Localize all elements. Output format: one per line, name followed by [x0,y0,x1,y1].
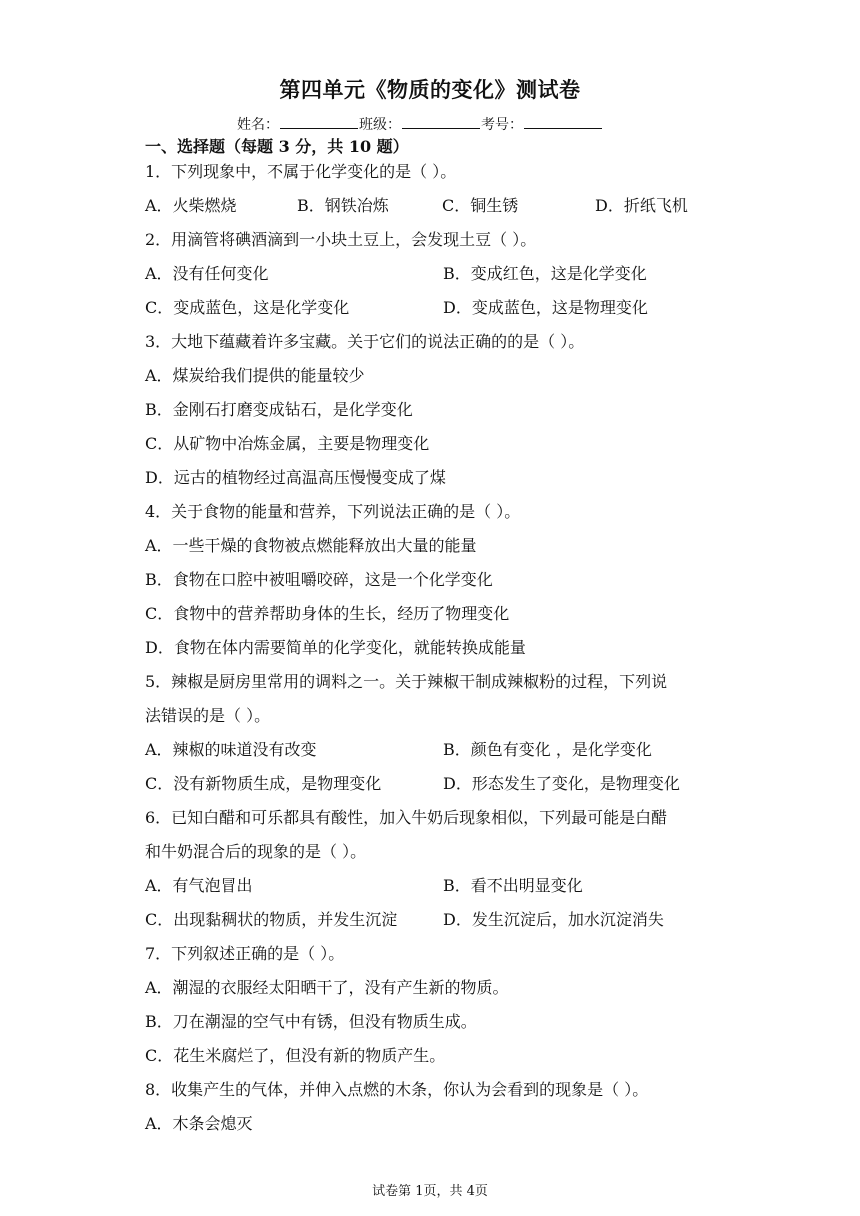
exam-title: 第四单元《物质的变化》测试卷 [279,77,581,102]
option-b: B．变成红色，这是化学变化 [443,264,647,283]
name-label: 姓名： [237,117,279,133]
option-b: B．看不出明显变化 [443,876,583,895]
option-a: A．没有任何变化 [145,264,269,283]
student-info-line [237,114,603,134]
exam-number-label: 考号： [481,117,523,133]
question-2-stem: 2．用滴管将碘酒滴到一小块土豆上，会发现土豆（ ）。 [145,230,537,249]
option-c: C．花生米腐烂了，但没有新的物质产生。 [145,1046,446,1065]
option-c: C．出现黏稠状的物质，并发生沉淀 [145,910,398,929]
option-b: B．金刚石打磨变成钻石，是化学变化 [145,400,413,419]
option-c: C．变成蓝色，这是化学变化 [145,298,350,317]
question-6-stem-line1: 6．已知白醋和可乐都具有酸性，加入牛奶后现象相似，下列最可能是白醋 [145,808,668,827]
option-a: A．火柴燃烧 [145,196,237,215]
option-d: D．变成蓝色，这是物理变化 [443,298,648,317]
question-6-stem-line2: 和牛奶混合后的现象的是（ ）。 [145,842,367,861]
option-d: D．食物在体内需要简单的化学变化，就能转换成能量 [145,638,526,657]
option-d: D．形态发生了变化，是物理变化 [443,774,680,793]
option-c: C．铜生锈 [442,196,519,215]
option-a: A．有气泡冒出 [145,876,253,895]
option-a: A．辣椒的味道没有改变 [145,740,317,759]
class-label: 班级： [359,117,401,133]
option-a: A．潮湿的衣服经太阳晒干了，没有产生新的物质。 [145,978,509,997]
question-1-stem: 1．下列现象中，不属于化学变化的是（ ）。 [145,162,457,181]
page-footer: 试卷第 1页，共 4页 [372,1184,488,1199]
class-blank[interactable] [402,116,480,129]
question-3-stem: 3．大地下蕴藏着许多宝藏。关于它们的说法正确的的是（ ）。 [145,332,585,351]
option-b: B．食物在口腔中被咀嚼咬碎，这是一个化学变化 [145,570,493,589]
question-7-stem: 7．下列叙述正确的是（ ）。 [145,944,345,963]
option-b: B．颜色有变化 ，是化学变化 [443,740,652,759]
option-c: C．食物中的营养帮助身体的生长，经历了物理变化 [145,604,510,623]
option-c: C．没有新物质生成，是物理变化 [145,774,382,793]
option-d: D．发生沉淀后，加水沉淀消失 [443,910,664,929]
question-4-stem: 4．关于食物的能量和营养，下列说法正确的是（ ）。 [145,502,521,521]
option-d: D．折纸飞机 [595,196,688,215]
option-a: A．煤炭给我们提供的能量较少 [145,366,365,385]
option-b: B．钢铁冶炼 [297,196,389,215]
section-heading: 一、选择题（每题 3 分，共 10 题） [145,137,409,156]
option-b: B．刀在潮湿的空气中有锈，但没有物质生成。 [145,1012,477,1031]
option-a: A．一些干燥的食物被点燃能释放出大量的能量 [145,536,477,555]
option-c: C．从矿物中冶炼金属，主要是物理变化 [145,434,430,453]
question-8-stem: 8．收集产生的气体，并伸入点燃的木条，你认为会看到的现象是（ ）。 [145,1080,649,1099]
question-5-stem-line1: 5．辣椒是厨房里常用的调料之一。关于辣椒干制成辣椒粉的过程，下列说 [145,672,668,691]
exam-number-blank[interactable] [524,116,602,129]
option-d: D．远古的植物经过高温高压慢慢变成了煤 [145,468,446,487]
option-a: A．木条会熄灭 [145,1114,253,1133]
question-5-stem-line2: 法错误的是（ ）。 [145,706,271,725]
name-blank[interactable] [280,116,358,129]
